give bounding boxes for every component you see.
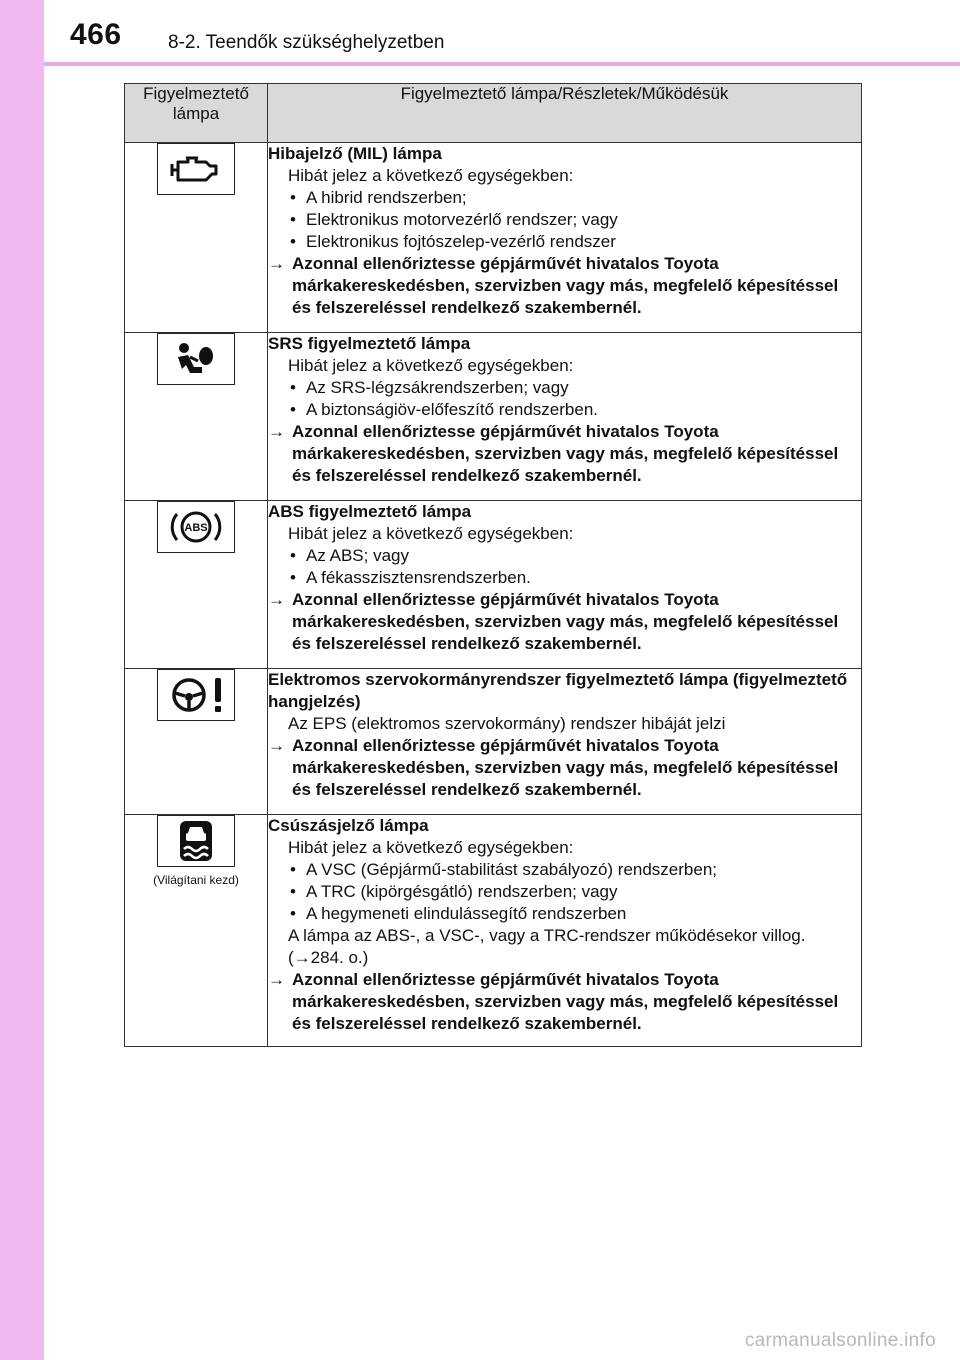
- action-text: Azonnal ellenőriztesse gépjárművét hivatalos Toyota márkakereskedésben, szervizben vagy más, megfelelő képesítéssel és felszereléssel rendelkező szakembernél.: [292, 970, 839, 1033]
- lamp-description: [268, 501, 862, 669]
- table-row: [125, 815, 862, 1047]
- action-instruction: [268, 253, 861, 319]
- list-item: • Az ABS; vagy: [288, 545, 861, 567]
- column-header-lamp: Figyelmeztető lámpa: [125, 84, 268, 143]
- unit-list: [268, 377, 861, 421]
- list-item: • Elektronikus motorvezérlő rendszer; vagy: [288, 209, 861, 231]
- icon-caption: (Világítani kezd): [153, 873, 239, 887]
- action-text: Azonnal ellenőriztesse gépjárművét hivatalos Toyota márkakereskedésben, szervizben vagy más, megfelelő képesítéssel és felszereléssel rendelkező szakembernél.: [292, 590, 839, 653]
- action-text: Azonnal ellenőriztesse gépjárművét hivatalos Toyota márkakereskedésben, szervizben vagy más, megfelelő képesítéssel és felszereléssel rendelkező szakembernél.: [292, 736, 839, 799]
- arrow-symbol: →: [268, 970, 285, 989]
- lamp-intro: Az EPS (elektromos szervokormány) rendszer hibáját jelzi: [288, 714, 726, 733]
- lamp-name: ABS figyelmeztető lámpa: [268, 502, 472, 521]
- icon-frame: [157, 815, 235, 867]
- srs-airbag-icon: [168, 339, 224, 379]
- lamp-name: Hibajelző (MIL) lámpa: [268, 144, 442, 163]
- list-item: • Az SRS-légzsákrendszerben; vagy: [288, 377, 861, 399]
- lamp-name: Csúszásjelző lámpa: [268, 816, 429, 835]
- header-divider: [44, 62, 960, 66]
- list-item: • A fékasszisztensrendszerben.: [288, 567, 861, 589]
- lamp-intro: Hibát jelez a következő egységekben:: [288, 166, 574, 185]
- table-row: [125, 333, 862, 501]
- arrow-symbol: →: [268, 736, 285, 755]
- table-row: [125, 143, 862, 333]
- arrow-symbol: →: [268, 254, 285, 273]
- slip-indicator-icon: [176, 819, 216, 863]
- action-instruction: [268, 969, 861, 1035]
- list-item: • A biztonságiöv-előfeszítő rendszerben.: [288, 399, 861, 421]
- lamp-icon-cell: [125, 501, 268, 669]
- lamp-intro: Hibát jelez a következő egységekben:: [288, 838, 574, 857]
- list-item: • A VSC (Gépjármű-stabilitást szabályozó) rendszerben;: [288, 859, 861, 881]
- eps-steering-icon: [165, 674, 227, 716]
- list-item: • A TRC (kipörgésgátló) rendszerben; vagy: [288, 881, 861, 903]
- lamp-description: [268, 333, 862, 501]
- lamp-note: A lámpa az ABS-, a VSC-, vagy a TRC-rendszer működésekor villog. (→284. o.): [288, 926, 806, 967]
- list-item: • A hegymeneti elindulássegítő rendszerben: [288, 903, 861, 925]
- lamp-description: [268, 143, 862, 333]
- lamp-description: [268, 669, 862, 815]
- arrow-symbol: →: [268, 590, 285, 609]
- abs-icon: [165, 506, 227, 548]
- arrow-symbol: →: [268, 422, 285, 441]
- table-header-row: [125, 84, 862, 143]
- column-header-details: Figyelmeztető lámpa/Részletek/Működésük: [268, 84, 862, 143]
- unit-list: [268, 859, 861, 925]
- side-margin-stripe: [0, 0, 44, 1360]
- list-item: • Elektronikus fojtószelep-vezérlő rendszer: [288, 231, 861, 253]
- list-item: • A hibrid rendszerben;: [288, 187, 861, 209]
- action-instruction: [268, 735, 861, 801]
- action-instruction: [268, 589, 861, 655]
- lamp-icon-cell: [125, 669, 268, 815]
- action-instruction: [268, 421, 861, 487]
- page-number: 466: [70, 18, 122, 51]
- warning-lamp-table: [124, 83, 862, 1047]
- lamp-description: [268, 815, 862, 1047]
- icon-frame: [157, 669, 235, 721]
- lamp-name: Elektromos szervokormányrendszer figyelmeztető lámpa (figyelmeztető hangjelzés): [268, 670, 848, 711]
- table-row: [125, 669, 862, 815]
- abs-icon-label: ABS: [184, 522, 208, 534]
- icon-frame: [157, 501, 235, 553]
- table-row: [125, 501, 862, 669]
- action-text: Azonnal ellenőriztesse gépjárművét hivatalos Toyota márkakereskedésben, szervizben vagy más, megfelelő képesítéssel és felszereléssel rendelkező szakembernél.: [292, 422, 839, 485]
- lamp-intro: Hibát jelez a következő egységekben:: [288, 356, 574, 375]
- lamp-icon-cell: [125, 815, 268, 1047]
- unit-list: [268, 545, 861, 589]
- lamp-intro: Hibát jelez a következő egységekben:: [288, 524, 574, 543]
- lamp-icon-cell: [125, 143, 268, 333]
- engine-check-icon: [166, 152, 226, 186]
- unit-list: [268, 187, 861, 253]
- watermark: carmanualsonline.info: [744, 1330, 936, 1351]
- icon-frame: [157, 333, 235, 385]
- section-title: 8-2. Teendők szükséghelyzetben: [168, 32, 445, 53]
- lamp-name: SRS figyelmeztető lámpa: [268, 334, 471, 353]
- lamp-icon-cell: [125, 333, 268, 501]
- action-text: Azonnal ellenőriztesse gépjárművét hivatalos Toyota márkakereskedésben, szervizben vagy más, megfelelő képesítéssel és felszereléssel rendelkező szakembernél.: [292, 254, 839, 317]
- icon-frame: [157, 143, 235, 195]
